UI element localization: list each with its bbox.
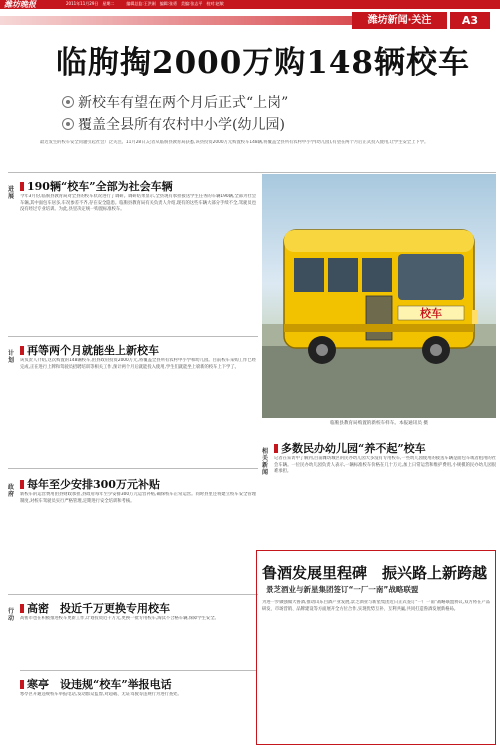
feature-box-subtitle: 景芝酒业与新星集团签订“一厂一南”战略联盟 (266, 585, 419, 594)
section-heading-1: 190辆“校车”全部为社会车辆 (20, 178, 173, 194)
section-body-3: 新校车的运营费用由县财政承担,县政府每年至少安排300万元运营补贴,确保校车正常运营。同时县里还将建立校车安全管理制度,对校车驾驶员实行严格管理,定期进行安全培训和考核。 (20, 492, 256, 504)
section-heading-5: 寒亭 设违规“校车”举报电话 (20, 676, 172, 692)
subheadline-2 (62, 114, 285, 134)
school-bus-icon (262, 174, 496, 418)
divider (8, 594, 258, 595)
main-headline: 临朐掏2000万购148辆校车 (56, 45, 470, 81)
subheadline-2-text: 覆盖全县所有农村中小学(幼儿园) (78, 117, 285, 133)
subheadline-1 (62, 92, 288, 112)
side-label-progress: 进展 (8, 186, 15, 200)
section-gradient (0, 16, 360, 25)
feature-box-title: 鲁酒发展里程碑 振兴路上新跨越 (262, 564, 488, 582)
school-bus-photo (262, 174, 496, 418)
issue-meta: 2011年11月29日 星期二 编辑总监:王洪刚 编辑:张勇 美编:张志平 校对:赵敏 (66, 1, 224, 6)
section-title: 潍坊新闻·关注 (352, 12, 447, 29)
section-body-5: 寒亭区开通违规校车举报电话,发动群众监督,对超载、无证驾驶等违规行为进行查处。 (20, 692, 182, 697)
side-label-plan: 计划 (8, 350, 15, 364)
side-label-government: 政府 (8, 484, 15, 498)
divider (8, 336, 258, 337)
circle-bullet-icon (62, 118, 74, 130)
divider (8, 468, 258, 469)
section-body-2: 该负责人介绍,这次购置的148辆校车,由县政府投资2000万元,将覆盖全县所有农村中小学和幼儿园。目前校车采购工作已经完成,正在进行上牌和驾驶员招聘培训等相关工作,预计两个月后就能投入使用,学生们就能坐上崭新的校车上下学了。 (20, 358, 256, 370)
page-number: A3 (450, 12, 490, 29)
subheadline-1-text: 新校车有望在两个月后正式“上岗” (78, 95, 289, 111)
divider (8, 172, 496, 173)
bus-sign: 校车 (420, 307, 442, 320)
photo-caption: 临朐县教育局购置的新校车样车。本报通讯员 摄 (330, 421, 428, 426)
section-heading-2: 再等两个月就能坐上新校车 (20, 342, 159, 358)
newspaper-logo: 潍坊晚报 (4, 0, 36, 9)
side-label-action: 行动 (8, 608, 15, 622)
related-heading: 多数民办幼儿园“养不起”校车 (274, 440, 426, 456)
section-heading-3: 每年至少安排300万元补贴 (20, 476, 160, 492)
feature-box-body: 为进一步做强做大鲁酒,推动山东白酒产业发展,景芝酒业与新星集团近日正式签订“一厂一南”战略联盟协议,双方将在产品研发、市场营销、品牌建设等方面展开全方位合作,实现优势互补、互利共赢,共同打造鲁酒发展新格局。 (262, 600, 490, 612)
circle-bullet-icon (62, 96, 74, 108)
related-body: 记者在采访中了解到,目前潍坊城区的民办幼儿园大多没有专用校车,一些幼儿园使用的接送车辆是面包车或者租用的社会车辆。一位民办幼儿园负责人表示,一辆标准校车价格在几十万元,加上日常运营和维护费用,小规模的民办幼儿园很难承担。 (274, 456, 496, 475)
divider (20, 670, 256, 671)
section-heading-4: 高密 投近千万更换专用校车 (20, 600, 170, 616)
section-bar (0, 12, 500, 29)
section-body-1: 今年3月份,临朐县教育局对全县的校车状况进行了调研。调研结果显示,全县现有承担接送学生任务的车辆190辆,全部为社会车辆,其中面包车居多,车况参差不齐,存在安全隐患。临朐县教育局有关负责人介绍,现有的这些车辆大部分手续不全,驾驶员也没有经过专业培训。为此,县里决定统一购置标准校车。 (20, 194, 256, 213)
section-body-4: 高密市也在积极推进校车更新工作,计划投资近千万元,更换一批专用校车,淘汰不合格车辆,保障学生安全。 (20, 616, 219, 621)
lead-paragraph: 最近发生的校车安全问题引起社会广泛关注。11月28日,记者从临朐县教育局获悉,该县投资2000万元购置校车148辆,将覆盖全县所有农村中小学(幼儿园),有望在两个月后正式投入使用,让学生安全上下学。 (40, 140, 429, 145)
side-label-related: 相关新闻 (262, 448, 269, 476)
